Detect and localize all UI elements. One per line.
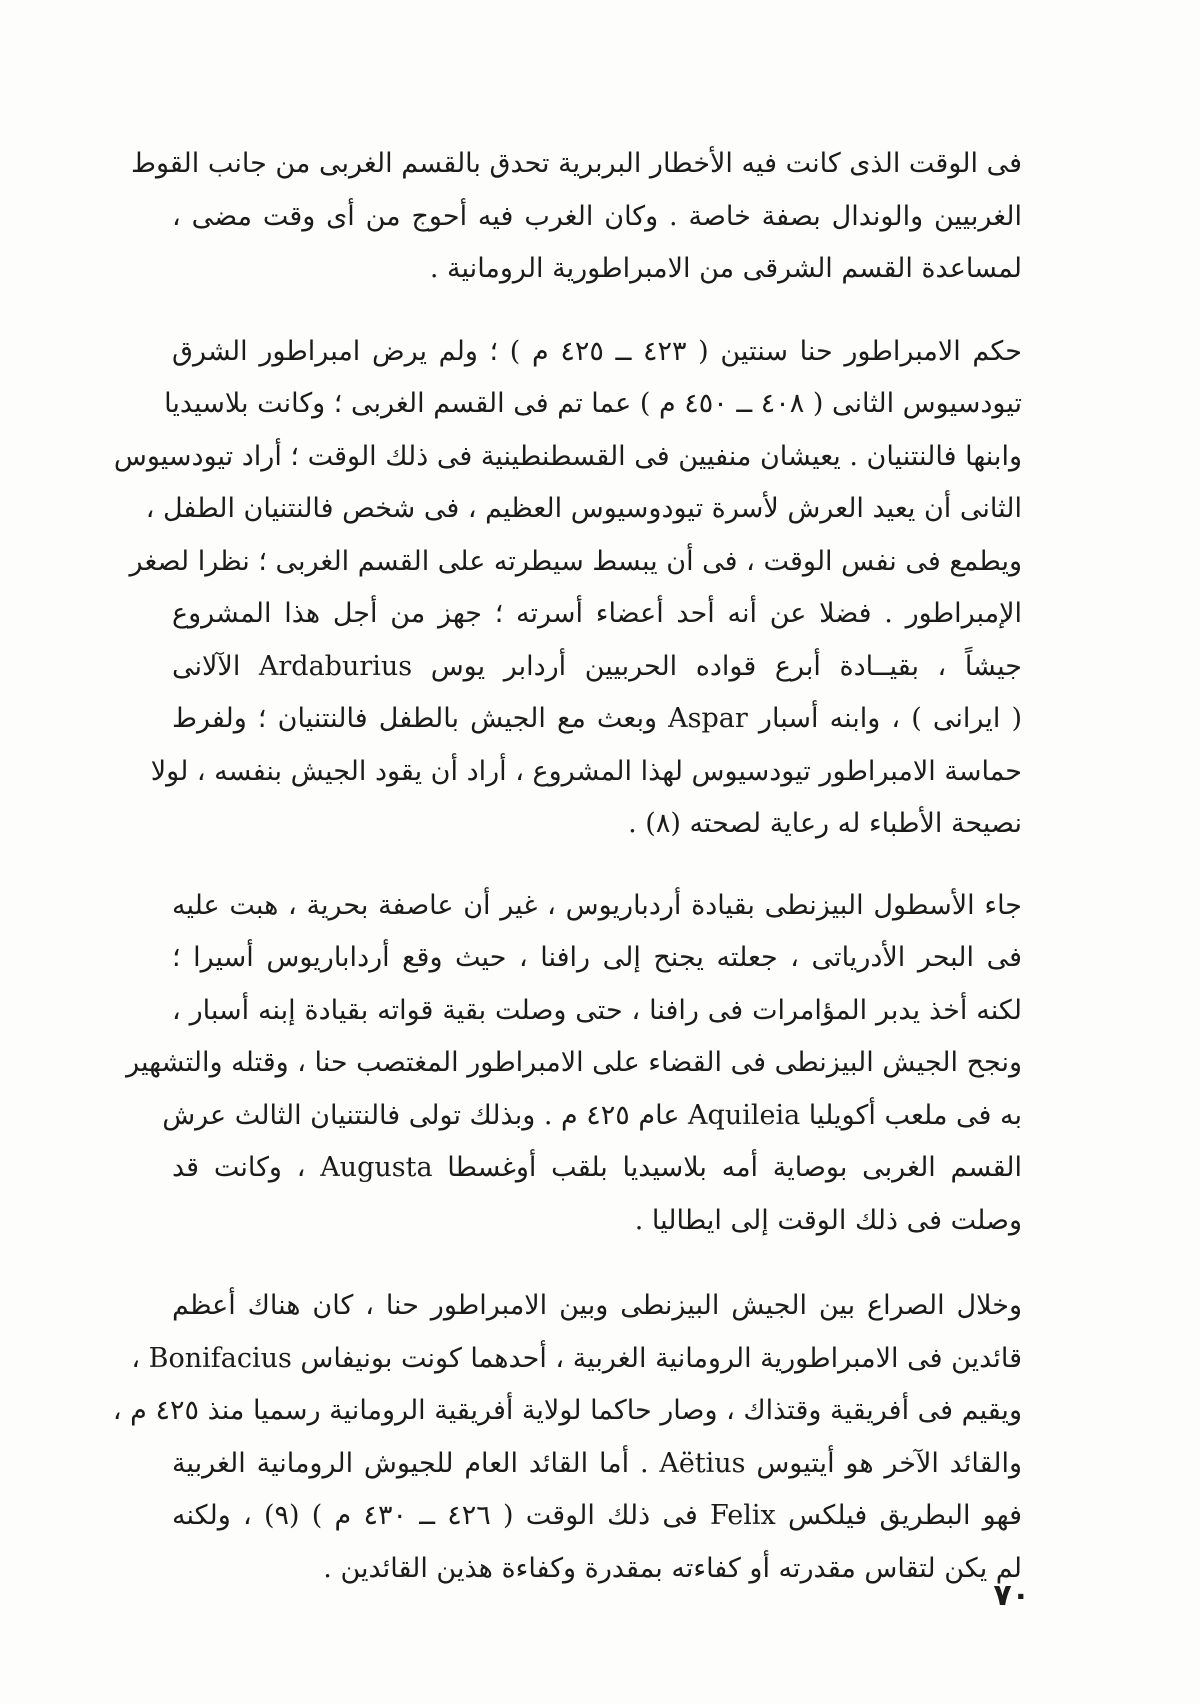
body-text: [112, 138, 1022, 1595]
text-line: لمساعدة القسم الشرقى من الامبراطورية الرومانية .: [429, 253, 1022, 284]
text-line: الإمبراطور . فضلا عن أنه أحد أعضاء أسرته ؛ جهز من أجل هذا المشروع: [172, 598, 1022, 629]
text-line: حكم الامبراطور حنا سنتين ( ٤٢٣ ــ ٤٢٥ م ) ؛ ولم يرض امبراطور الشرق: [172, 335, 1022, 367]
text-line: الثانى أن يعيد العرش لأسرة تيودوسيوس العظيم ، فى شخص فالنتنيان الطفل ،: [145, 493, 1022, 524]
paragraph-spacer: [172, 296, 1022, 326]
text-line: نصيحة الأطباء له رعاية لصحته (٨) .: [628, 808, 1022, 839]
paragraph-3: [126, 880, 1022, 1248]
text-line: لكنه أخذ يدبر المؤامرات فى رافنا ، حتى وصلت بقية قواته بقيادة إبنه أسبار ،: [172, 994, 1022, 1026]
paragraph-1: [130, 138, 1022, 296]
paragraph-spacer: [172, 851, 1022, 880]
text-line: القسم الغربى بوصاية أمه بلاسيديا بلقب أوغسطا Augusta ، وكانت قد: [172, 1152, 1022, 1183]
text-line: فى الوقت الذى كانت فيه الأخطار البربرية تحدق بالقسم الغربى من جانب القوط: [130, 148, 1022, 179]
text-line: تيودسيوس الثانى ( ٤٠٨ ــ ٤٥٠ م ) عما تم فى القسم الغربى ؛ وكانت بلاسيديا: [164, 388, 1022, 419]
paragraph-4: [112, 1280, 1022, 1595]
text-line: ويقيم فى أفريقية وقتذاك ، وصار حاكما لولاية أفريقية الرومانية رسميا منذ ٤٢٥ م ،: [112, 1395, 1022, 1426]
text-line: به فى ملعب أكويليا Aquileia عام ٤٢٥ م . وبذلك تولى فالنتنيان الثالث عرش: [162, 1099, 1022, 1131]
text-line: ( ايرانى ) ، وابنه أسبار Aspar وبعث مع الجيش بالطفل فالنتنيان ؛ ولفرط: [172, 703, 1022, 734]
text-line: فهو البطريق فيلكس Felix فى ذلك الوقت ( ٤٢٦ ــ ٤٣٠ م ) (٩) ، ولكنه: [172, 1500, 1022, 1531]
text-line: لم يكن لتقاس مقدرته أو كفاءته بمقدرة وكفاءة هذين القائدين .: [323, 1552, 1022, 1584]
paragraph-spacer: [172, 1247, 1022, 1280]
text-line: ويطمع فى نفس الوقت ، فى أن يبسط سيطرته على القسم الغربى ؛ نظرا لصغر: [129, 545, 1022, 577]
text-line: جاء الأسطول البيزنطى بقيادة أردباريوس ، غير أن عاصفة بحرية ، هبت عليه: [172, 889, 1022, 921]
text-line: الغربيين والوندال بصفة خاصة . وكان الغرب فيه أحوج من أى وقت مضى ،: [172, 200, 1022, 232]
paragraph-2: [113, 326, 1022, 851]
page-number: ٧٠: [993, 1578, 1030, 1613]
text-line: وصلت فى ذلك الوقت إلى ايطاليا .: [634, 1204, 1022, 1236]
text-line: جيشاً ، بقيــادة أبرع قواده الحربيين أردابر يوس Ardaburius الآلانى: [172, 650, 1022, 682]
text-line: حماسة الامبراطور تيودسيوس لهذا المشروع ، أراد أن يقود الجيش بنفسه ، لولا: [150, 755, 1022, 787]
text-line: ونجح الجيش البيزنطى فى القضاء على الامبراطور المغتصب حنا ، وقتله والتشهير: [126, 1047, 1022, 1078]
text-line: وخلال الصراع بين الجيش البيزنطى وبين الامبراطور حنا ، كان هناك أعظم: [172, 1290, 1022, 1321]
text-line: والقائد الآخر هو أيتيوس Aëtius . أما القائد العام للجيوش الرومانية الغربية: [172, 1447, 1022, 1479]
text-line: فى البحر الأدرياتى ، جعلته يجنح إلى رافنا ، حيث وقع أرداباريوس أسيرا ؛: [172, 942, 1022, 973]
text-line: وابنها فالنتنيان . يعيشان منفيين فى القسطنطينية فى ذلك الوقت ؛ أراد تيودسيوس: [113, 440, 1022, 472]
text-line: قائدين فى الامبراطورية الرومانية الغربية ، أحدهما كونت بونيفاس Bonifacius ،: [131, 1342, 1022, 1374]
